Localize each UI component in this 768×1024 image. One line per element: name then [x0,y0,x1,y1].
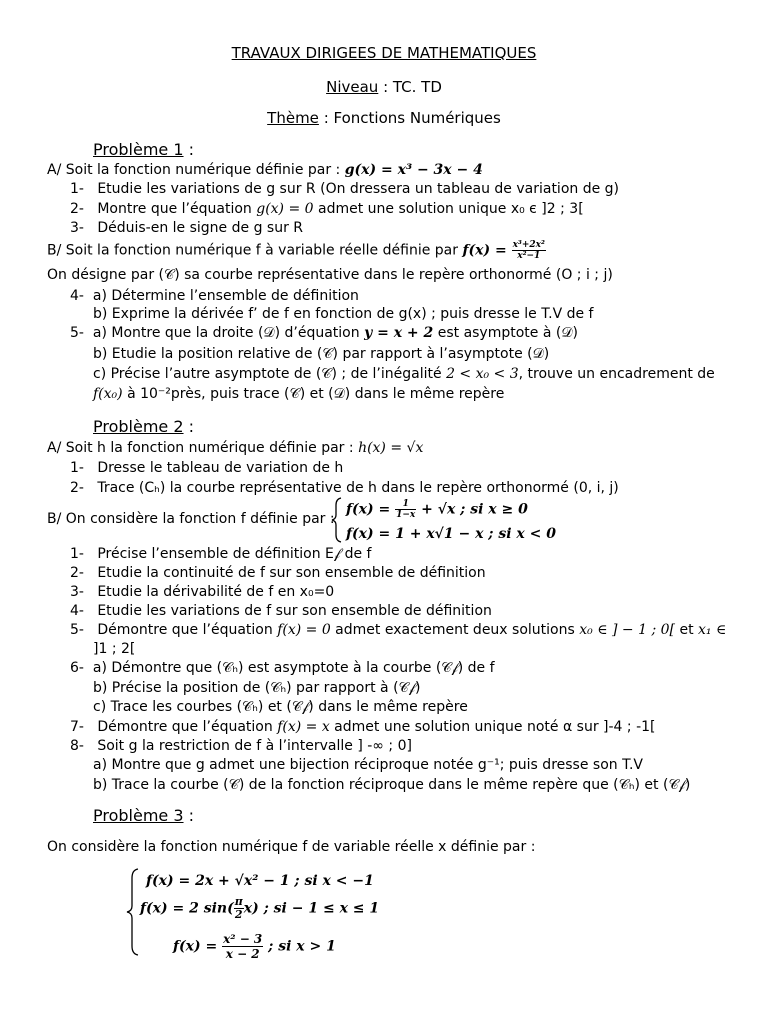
p3-intro: On considère la fonction numérique f de variable réelle x définie par : [47,839,536,855]
p1-curve-definition: On désigne par (𝒞) sa courbe représentative dans le repère orthonormé (O ; i ; j) [47,267,613,283]
p3-line-1: f(x) = 2x + √x² − 1 ; si x < −1 [146,873,374,889]
p3-line-2: f(x) = 2 sin( $\frac{\pi}{2}$ x) ; si − 1 ≤ x ≤ 1 [140,895,380,921]
document-title: TRAVAUX DIRIGEES DE MATHEMATIQUES [231,44,537,62]
theme-label: Thème [267,109,319,127]
p2-b-q6b: b) Précise la position de (𝒞ₕ) par rapport à (𝒞𝒻) [93,680,421,696]
p3-line-3: f(x) = $\frac{\text{x² − 3}}{x - 2}$ ; si x > 1 [173,932,336,961]
p2-b-q7: 7- Démontre que l’équation f(x) = x admet une solution unique noté α sur ]-4 ; -1[ [70,719,656,735]
p3-system-brace [126,868,140,956]
p1-q2: 2- Montre que l’équation g(x) = 0 admet une solution unique x₀ є ]2 ; 3[ [70,201,584,217]
level-line [0,78,768,96]
level-value: : TC. TD [378,78,442,96]
p1-q3: 3- Déduis-en le signe de g sur R [70,220,304,236]
p2-b-q2: 2- Etudie la continuité de f sur son ensemble de définition [70,565,486,581]
p2-system-line-1: f(x) = $\frac{1}{1-x}$ + √x ; si x ≥ 0 [346,499,528,520]
system-brace [331,497,343,543]
p2-q1: 1- Dresse le tableau de variation de h [70,460,344,476]
p3-line-3-fraction: $\frac{\text{x² − 3}}{x - 2}$ [223,932,263,961]
p2-b-q6c: c) Trace les courbes (𝒞ₕ) et (𝒞𝒻) dans le même repère [93,699,468,715]
p1-q5c: c) Précise l’autre asymptote de (𝒞) ; de l’inégalité 2 < x₀ < 3, trouve un encadrement de [93,366,715,382]
p2-b-q8a: a) Montre que g admet une bijection réciproque notée g⁻¹; puis dresse son T.V [93,757,644,773]
problem-2-heading: Problème 2 : [93,417,195,436]
theme-line [0,109,768,127]
p1-q4a: 4- a) Détermine l’ensemble de définition [70,288,359,304]
p2-b-q8b: b) Trace la courbe (𝒞) de la fonction réciproque dans le même repère que (𝒞ₕ) et (𝒞𝒻) [93,777,691,793]
p2-system-line-2: f(x) = 1 + x√1 − x ; si x < 0 [346,526,556,542]
p2-b-q4: 4- Etudie les variations de f sur son ensemble de définition [70,603,492,619]
p2-b-q5-cont: ]1 ; 2[ [93,641,136,657]
p2-b-q3: 3- Etudie la dérivabilité de f en x₀=0 [70,584,335,600]
theme-value: : Fonctions Numériques [318,109,501,127]
p1-q5c-cont: f(x₀) à 10⁻²près, puis trace (𝒞) et (𝒟) dans le même repère [93,386,505,402]
p2-sys1-fraction: $\frac{1}{1-x}$ [396,499,416,520]
p2-part-a: A/ Soit h la fonction numérique définie par : h(x) = √x [47,440,424,456]
p3-line-2-fraction: $\frac{\pi}{2}$ [234,895,243,921]
problem-1-heading: Problème 1 : [93,140,195,159]
p1-q5a: 5- a) Montre que la droite (𝒟) d’équation y = x + 2 est asymptote à (𝒟) [70,325,578,341]
p2-q2: 2- Trace (Cₕ) la courbe représentative de h dans le repère orthonormé (0, i, j) [70,480,619,496]
p1-q5b: b) Etudie la position relative de (𝒞) par rapport à l’asymptote (𝒟) [93,346,550,362]
p2-b-q8: 8- Soit g la restriction de f à l’intervalle ] -∞ ; 0] [70,738,412,754]
p2-part-b: B/ On considère la fonction f définie par : [47,511,335,527]
p1-part-a: A/ Soit la fonction numérique définie par : g(x) = x³ − 3x − 4 [47,162,483,178]
p2-b-q1: 1- Précise l’ensemble de définition E𝒻 de f [70,546,372,562]
problem-3-heading: Problème 3 : [93,806,195,825]
p1-q4b: b) Exprime la dérivée f’ de f en fonction de g(x) ; puis dresse le T.V de f [93,306,594,322]
p1-b-fraction: $\frac{\text{x³+2x²}}{\text{x²−1}}$ [512,240,545,261]
p2-b-q5: 5- Démontre que l’équation f(x) = 0 admet exactement deux solutions x₀ ∈ ] − 1 ; 0[ et x₁ ∈ [70,622,727,638]
level-label: Niveau [326,78,379,96]
p1-q1: 1- Etudie les variations de g sur R (On dressera un tableau de variation de g) [70,181,620,197]
p2-b-q6a: 6- a) Démontre que (𝒞ₕ) est asymptote à la courbe (𝒞𝒻) de f [70,660,495,676]
p1-part-b: B/ Soit la fonction numérique f à variable réelle définie par f(x) = $\frac{\text{x³+2x²}}{\text{x²−1}}$ [47,240,545,261]
